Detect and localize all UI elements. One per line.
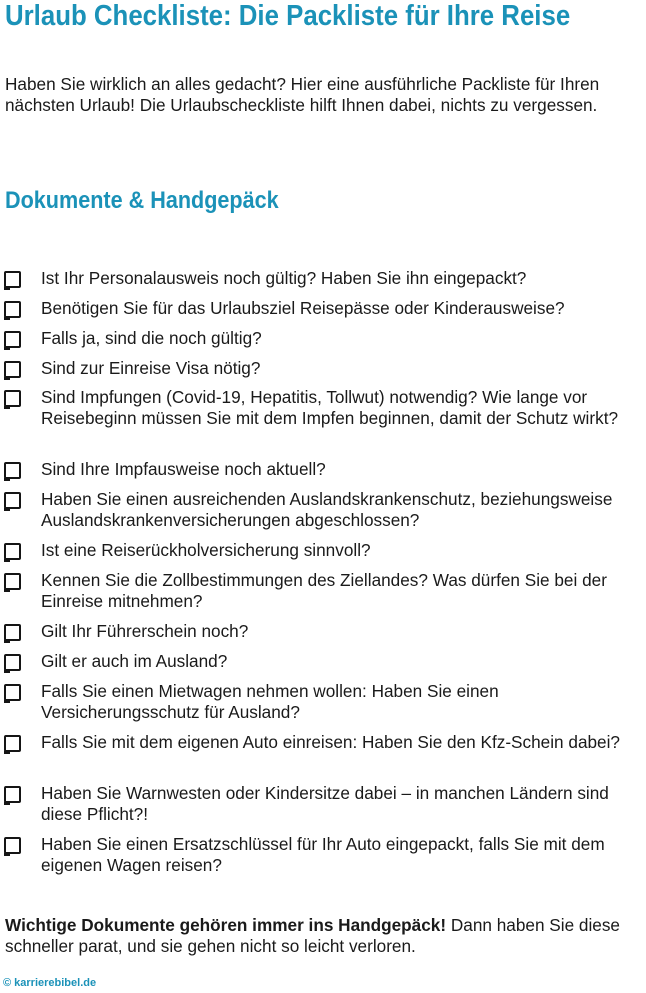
checklist-item-text: Ist Ihr Personalausweis noch gültig? Haben Sie ihn eingepackt?	[41, 268, 527, 288]
checkbox-icon[interactable]	[4, 573, 21, 590]
checklist-item-text: Sind Impfungen (Covid-19, Hepatitis, Tollwut) notwendig? Wie lange vor Reisebeginn müssen Sie mit dem Impfen beginnen, damit der Schutz wirkt?	[41, 387, 619, 428]
footer-note-bold: Wichtige Dokumente gehören immer ins Handgepäck!	[5, 915, 447, 935]
footer-note	[5, 915, 635, 957]
checklist-item-text: Ist eine Reiserückholversicherung sinnvoll?	[41, 540, 371, 560]
checklist-item-text: Haben Sie einen Ersatzschlüssel für Ihr Auto eingepackt, falls Sie mit dem eigenen Wagen reisen?	[41, 834, 605, 875]
intro-paragraph: Haben Sie wirklich an alles gedacht? Hier eine ausführliche Packliste für Ihren nächsten Urlaub! Die Urlaubscheckliste hilft Ihnen dabei, nichts zu vergessen.	[5, 74, 600, 115]
checkbox-icon[interactable]	[4, 331, 21, 348]
checklist-item-text: Kennen Sie die Zollbestimmungen des Ziellandes? Was dürfen Sie bei der Einreise mitnehmen?	[41, 570, 607, 611]
copyright-link[interactable]: © karrierebibel.de	[3, 977, 97, 989]
checkbox-icon[interactable]	[4, 735, 21, 752]
page-title: Urlaub Checkliste: Die Packliste für Ihre Reise	[5, 0, 571, 32]
checklist-item-text: Falls ja, sind die noch gültig?	[41, 328, 262, 348]
checklist-item-text: Benötigen Sie für das Urlaubsziel Reisepässe oder Kinderausweise?	[41, 298, 565, 318]
checkbox-icon[interactable]	[4, 271, 21, 288]
checkbox-icon[interactable]	[4, 301, 21, 318]
footer-note-text: Dann haben Sie diese schneller parat, und sie gehen nicht so leicht verloren.	[5, 915, 620, 956]
checkbox-icon[interactable]	[4, 684, 21, 701]
checkbox-icon[interactable]	[4, 624, 21, 641]
section-heading: Dokumente & Handgepäck	[5, 187, 279, 214]
checklist-item-text: Falls Sie mit dem eigenen Auto einreisen: Haben Sie den Kfz-Schein dabei?	[41, 732, 620, 752]
checkbox-icon[interactable]	[4, 786, 21, 803]
checklist-item-text: Haben Sie einen ausreichenden Auslandskrankenschutz, beziehungsweise Auslandskrankenversicherungen abgeschlossen?	[41, 489, 613, 530]
checkbox-icon[interactable]	[4, 654, 21, 671]
checklist-item-text: Gilt Ihr Führerschein noch?	[41, 621, 249, 641]
checkbox-icon[interactable]	[4, 492, 21, 509]
checklist-item-text: Gilt er auch im Ausland?	[41, 651, 228, 671]
checkbox-icon[interactable]	[4, 462, 21, 479]
checkbox-icon[interactable]	[4, 837, 21, 854]
checkbox-icon[interactable]	[4, 543, 21, 560]
checklist-item-text: Falls Sie einen Mietwagen nehmen wollen: Haben Sie einen Versicherungsschutz für Ausland?	[41, 681, 499, 722]
checklist-item-text: Sind Ihre Impfausweise noch aktuell?	[41, 459, 326, 479]
checkbox-icon[interactable]	[4, 390, 21, 407]
checklist-item-text: Sind zur Einreise Visa nötig?	[41, 358, 261, 378]
checklist-item-text: Haben Sie Warnwesten oder Kindersitze dabei – in manchen Ländern sind diese Pflicht?!	[41, 783, 609, 824]
checkbox-icon[interactable]	[4, 361, 21, 378]
